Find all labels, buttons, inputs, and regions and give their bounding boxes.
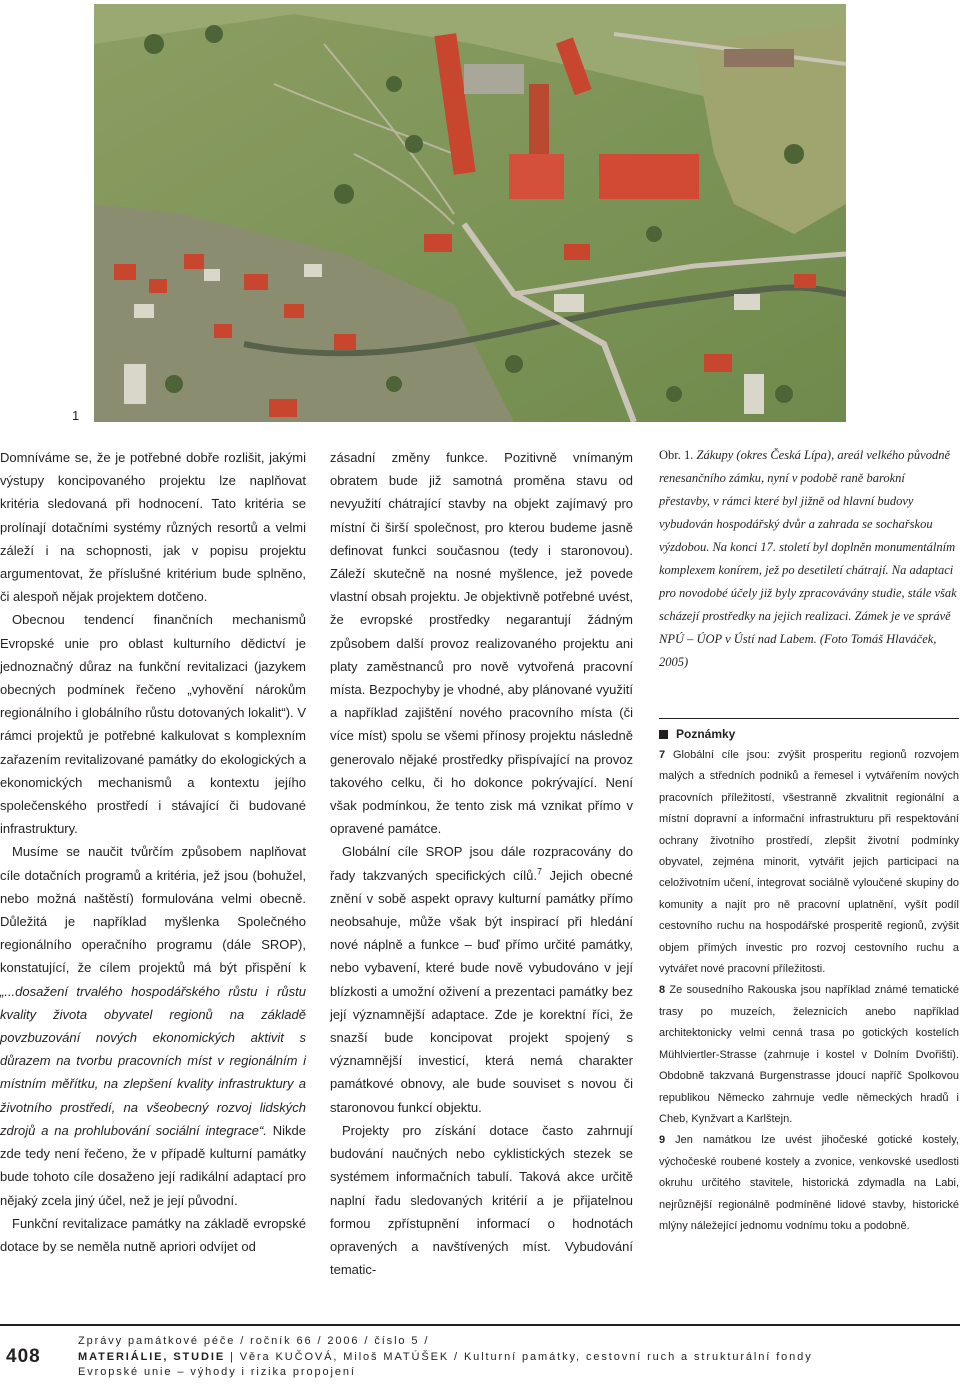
note-text: Globální cíle jsou: zvýšit prosperitu regionů rozvojem malých a středních podniků a řemesel i vytvářením nových pracovních příležitostí, všestranně zkvalitnit regionální a místní dopravní a informační infrastrukturu při respektování ochrany životního prostředí, zlepšit životní podmínky obyvatel, zejména minorit, vytvářit jejich participaci na celoživotním učení, integrovat sociálně vyloučené skupiny do komunity a najít pro ně pracovní uplatnění, vyšít podíl cestovního ruchu na hospodářské prosperitě regionů, zvýšit objem přímých investic pro rozvoj cestovního ruchu a vytvářet nové pracovní příležitosti. <box>659 749 959 976</box>
figure-number: 1 <box>72 408 80 423</box>
caption-label: Obr. 1. <box>659 448 694 462</box>
footer-authors-title: | Věra KUČOVÁ, Miloš MATÚŠEK / Kulturní památky, cestovní ruch a strukturální fondy <box>225 1350 813 1363</box>
text-column-2 <box>330 446 633 1281</box>
paragraph: Obecnou tendencí finančních mechanismů Evropské unie pro oblast kulturního dědictví je jednoznačný důraz na funkční revitalizaci (jazykem obecných podmínek řečeno „vyhovění nárokům regionálního i globálního růstu dotovaných lokalit“). V rámci projektů je potřebné kalkulovat s komplexním zařazením revitalizované památky do ekologických a ekonomických mechanismů a kontextu jejího společenského prostředí i stávající či budované infrastruktury. <box>0 612 306 837</box>
footnote-ref: 7 <box>536 866 542 877</box>
footer-section: MATERIÁLIE, STUDIE <box>78 1350 226 1363</box>
footer-line-3: Evropské unie – výhody i rizika propojení <box>78 1366 356 1378</box>
figure-caption <box>659 444 959 674</box>
text-column-1 <box>0 446 306 1258</box>
note-number: 7 <box>659 749 666 761</box>
aerial-photo <box>94 4 846 422</box>
notes-heading <box>659 727 959 741</box>
note-number: 8 <box>659 984 666 997</box>
paragraph <box>0 840 306 1211</box>
square-bullet-icon <box>659 730 668 739</box>
note-item <box>659 1130 959 1237</box>
paragraph: Funkční revitalizace památky na základě evropské dotace by se neměla nutně apriori odvíjet od <box>0 1215 306 1254</box>
footer-line-2 <box>78 1350 813 1366</box>
quote: „...dosažení trvalého hospodářského růstu i růstu kvality života obyvatel regionů na základě povzbuzování nových ekonomických aktivit s důrazem na tvorbu pracovních míst v regionálním i místním měřítku, na zlepšení kvality infrastruktury a životního prostředí, na všeobecný rozvoj lidských zdrojů a na prohlubování sociální integrace“. <box>0 983 306 1138</box>
note-number: 9 <box>659 1134 666 1147</box>
footer-line-1: Zprávy památkové péče / ročník 66 / 2006 / číslo 5 / <box>78 1335 430 1347</box>
note-item <box>659 745 959 980</box>
aerial-photo-drawing <box>94 4 846 422</box>
notes-title: Poznámky <box>676 727 736 741</box>
notes-section <box>659 718 959 1237</box>
note-text: Ze sousedního Rakouska jsou například známé tematické trasy po muzeích, železnicích anebo například architektonicky velmi cenná trasa po gotických kostelích Mühlviertler-Strasse (zahrnuje i kostel v Dolním Dvořišti). Obdobně takzvaná Burgenstrasse jdoucí napříč Spolkovou republikou Německo zahrnuje vedle německých hradů i Cheb, Kynžvart a Karlštejn. <box>659 984 959 1125</box>
paragraph: Projekty pro získání dotace často zahrnují budování naučných nebo cyklistických stezek se systémem informačních tabulí. Taková akce určitě naplní řadu sledovaných kritérií a je přijatelnou formou zpřístupnění informací o hodnotách opravených a navštívených míst. Vybudování tematic- <box>330 1122 633 1278</box>
page-number: 408 <box>6 1346 41 1367</box>
text-run: Globální cíle SROP jsou dále rozpracovány do řady takzvaných specifických cílů. <box>330 844 633 883</box>
text-run: Musíme se naučit tvůrčím způsobem naplňovat cíle dotačních programů a kritéria, jež jsou (bohužel, nebo možná naštěstí) formulována velmi obecně. Důležitá je například myšlenka Společného regionálního operačního programu (dále SROP), konstatující, že cílem projektů má být přispění k <box>0 844 306 976</box>
paragraph: zásadní změny funkce. Pozitivně vnímaným obratem bude již samotná proměna stavu od nevyužití chátrající stavby na objekt zajímavý pro místní či širší společnost, pro kterou budeme jasně definovat funkci současnou (tedy i staronovou). Záleží skutečně na nosné myšlence, jež povede vlastní obsah projektu. Je objektivně potřebné uvést, že evropské prostředky negarantují žádným způsobem další provoz realizovaného projektu ani platy zaměstnanců pro nově vytvořená pracovní místa. Bezpochyby je vhodné, aby plánované využití a například zajištění nového pracovního místa (či více míst) spolu se všemi přínosy projektu následně generovalo nějaké prostředky přispívající na provoz takového celku, či ho dokonce pokrývající. Není však podmínkou, že tento zisk má vznikat přímo v opravené památce. <box>330 450 633 837</box>
text-run: Nikde zde tedy není řečeno, že v případě kulturní památky bude tohoto cíle dosaženo její radikální adaptací pro nějaký zcela jiný účel, než je její původní. <box>0 1122 306 1208</box>
running-footer <box>78 1334 813 1381</box>
paragraph: Domníváme se, že je potřebné dobře rozlišit, jakými výstupy koncipovaného projektu lze naplňovat kritéria sledovaná při hodnocení. Tato kritéria se prolínají dotačními systémy různých resortů a velmi záleží i na schopnosti, jak v popisu projektu argumentovat, že příslušné kritérium bude splněno, či alespoň nějak projektem dotčeno. <box>0 450 306 605</box>
note-text: Jen namátkou lze uvést jihočeské gotické kostely, výchočeské roubené kostely a zvonice, venkovské usedlosti okruhu určitého stavitele, historická zdymadla na Labi, nejrůznější regionálně podmíněné lidové stavby, historické mlýny náležející jednomu vodnímu toku a podobně. <box>659 1134 959 1232</box>
note-item <box>659 980 959 1130</box>
text-run: Jejich obecné znění v sobě aspekt opravy kulturní památky přímo neobsahuje, může však být inspirací při hledání nové náplně a funkce – buď přímo určité památky, nebo vybavení, které bude nově vybudováno v její blízkosti a umožní oživení a prezentaci památky bez její významnější adaptace. Zde je korektní říci, že snazší bude koncipovat projekt spojený s významnější investicí, která nemá charakter památkové obnovy, ale bude souviset s novou či staronovou funkcí objektu. <box>330 867 633 1115</box>
caption-text: Zákupy (okres Česká Lípa), areál velkého původně renesančního zámku, nyní v podobě raně barokní přestavby, v rámci které byl jižně od hlavní budovy vybudován hospodářský dvůr a zahrada se sochařskou výzdobou. Na konci 17. století byl doplněn monumentálním komplexem konírem, jež po desetiletí chátrají. Na adaptaci pro novodobé účely již byly zpracovávány studie, stále však scházejí prostředky na jejich realizaci. Zámek je ve správě NPÚ – ÚOP v Ústí nad Labem. (Foto Tomáš Hlaváček, 2005) <box>659 448 957 669</box>
paragraph <box>330 840 633 1118</box>
footer-divider <box>0 1324 960 1326</box>
